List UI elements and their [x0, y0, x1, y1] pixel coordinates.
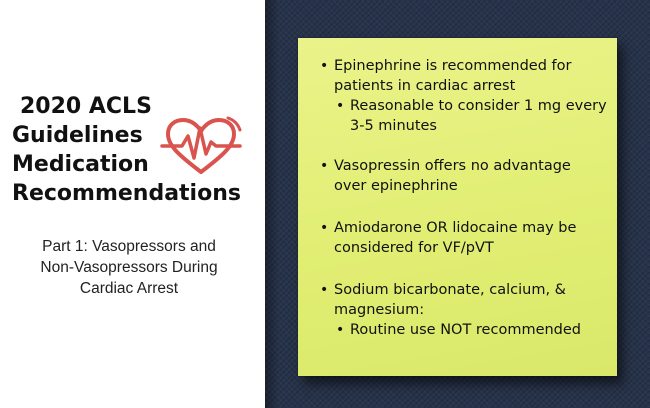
item-text: Vasopressin offers no advantage — [334, 158, 571, 174]
sticky-note — [298, 38, 617, 376]
title-line: 2020 ACLS — [20, 94, 152, 119]
fabric-background — [265, 0, 650, 408]
item-text: Epinephrine is recommended for — [334, 58, 572, 74]
item-text: over epinephrine — [334, 178, 458, 194]
list-item — [320, 218, 604, 258]
sub-list-item — [336, 320, 604, 340]
list-item — [320, 56, 607, 136]
item-text: patients in cardiac arrest — [334, 78, 516, 94]
bullet-icon: • — [320, 158, 329, 174]
sub-item-text: Routine use NOT recommended — [350, 322, 582, 338]
list-item — [320, 280, 604, 340]
title-line: Recommendations — [12, 181, 241, 206]
title-line: Medication — [12, 152, 149, 177]
bullet-icon: • — [320, 58, 329, 74]
heartbeat-icon — [160, 116, 242, 178]
bullet-icon: • — [320, 282, 329, 298]
sub-list-item — [336, 96, 607, 136]
slide-subtitle — [14, 236, 244, 299]
sub-item-text: Reasonable to consider 1 mg every — [350, 98, 607, 114]
sub-item-text: 3-5 minutes — [350, 118, 437, 134]
title-panel — [0, 0, 265, 408]
subtitle-line: Non-Vasopressors During — [40, 259, 218, 276]
list-item — [320, 156, 604, 196]
item-text: considered for VF/pVT — [334, 240, 494, 256]
bullet-icon: • — [336, 98, 345, 114]
bullet-icon: • — [320, 220, 329, 236]
title-line: Guidelines — [12, 123, 143, 148]
subtitle-line: Cardiac Arrest — [79, 280, 179, 297]
bullet-icon: • — [336, 322, 345, 338]
item-text: Sodium bicarbonate, calcium, & — [334, 282, 566, 298]
item-text: magnesium: — [334, 302, 425, 318]
subtitle-line: Part 1: Vasopressors and — [42, 238, 216, 255]
item-text: Amiodarone OR lidocaine may be — [334, 220, 577, 236]
